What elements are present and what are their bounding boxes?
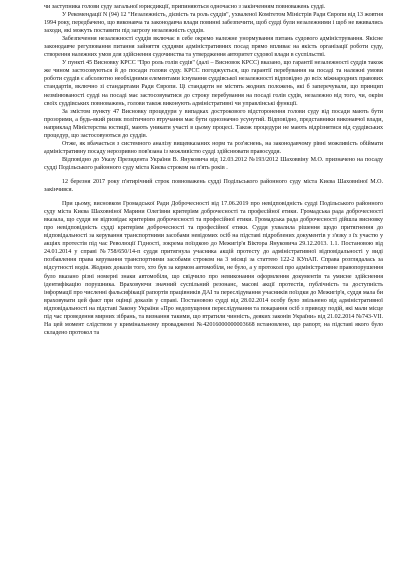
- paragraph-9: При цьому, висновком Громадської Ради Доброчесності від 17.06.2019 про невідповідність судді Подільського районного суду міста Києва Шаховніної Марини Олегівни критеріям доброчесності та професійної етики. Громадська рада доброчесності вказала, що суддя не відповідає критеріям доброчесності та професійної етики. Громадська рада доброчесності дійшла висновку про невідповідність судді критеріям доброчесності та професійної етики. Суддя ухвалила рішення щодо притягнення до відповідальності за керування транспортними засобами невідомих осіб на підставі підроблених документів у з'язку з їх участю у акціях протестів під час Революції Гідності, зокрема поїздкою до Межигір'я Віктора Януковича 29.12.2013. 1.1. Постановою від 24.01.2014 у справі №758/650/14-п суддя притягнула учасника акцій протесту до адміністративної відповідальності у виді позбавлення права керування транспортними засобами строком на 3 місяці за статтею 122-2 КУпАП. Справа розглядалась за відсутності водія. Жодних доказів того, хто був за кермом автомобіля, не було, а у протоколі про адміністративне правопорушення було вказано різні номерні знаки автомобіля, що свідчило про невиконання оформлення документів та умисне здійснення ідентифікацію порушника. Враховуючи значний суспільний резонанс, масові акції протестів, публічність та доступність інформації про численні фальсифікації рапортів працівників ДАІ та переслідування учасників поїздки до Межигір'я, суддя мала би враховувати цей факт при оцінці доказів у справі. Постановою судді від 28.02.2014 особу було звільнено від адміністративної відповідальності на підставі Закону України «Про недопущення переслідування та покарання осіб з приводу подій, які мали місце під час проведення мирних зібрань, та визнання такими, що втратили чинність, деяких законів України» від 21.02.2014 №743-VII. На цей момент слідством у кримінальному провадженні №42016000000003668 встановлено, що рапорт, на підставі якого було складено протокол та: [44, 201, 383, 336]
- paragraph-4: У пункті 45 Висновку КРСС "Про роль голів судів" (далі – Висновок КРСС) вказано, що гарантії незалежності суддів також же чином застосовуються й до посади голови суду. КРСС погоджується, що гарантії перебування на посаді та належні умови роботи суддів є абсолютно необхідними елементами існування суддівської незалежності відповідно до всіх міжнародних правових стандартів, включно зі стандартами Ради Європи. Ці стандарти не містять жодних положень, які б заперечували, що принцип незмінюваності судді на посаді має застосовуватися до строку перебування на посаді голів судів, незалежно від того, чи, окрім своїх суддівських повноважень, голови також виконують адміністративні чи управлінські функції.: [44, 60, 383, 107]
- paragraph-1: чи заступника голови суду загальної юрисдикції, припиняються одночасно з закінченням повноважень судді.: [44, 4, 326, 10]
- paragraph-7: Відповідно до Указу Президента України В. Януковича від 12.03.2012 №193/2012 Шаховвіну М.О. призначено на посаду судді Подільського районного суду міста Києва строком на п'ять років .: [44, 156, 383, 171]
- paragraph-5: За змістом пункту 47 Висновку процедури у випадках дострокового відсторонення голови суду від посади мають бути прозорими, а будь-який ризик політичного втручання має бути однозначно усунутий. Відповідно, представники виконавчої влади, наприклад Міністерства юстиції, мають уникати участі в цьому процесі. Також процедури не мають відрізнятися від суддівських процедур, що застосовуються до суддів.: [44, 108, 383, 139]
- paragraph-8: 12 березня 2017 року п'ятирічний строк повноважень судді Подільського районного суду міста Києва Шаховніної М.О. закінчився.: [44, 178, 383, 194]
- paragraph-3: Забезпечення незалежності суддів включає в себе окремо належне унормування питань судового адміністрування. Якісне законодавче регулювання питання зайняття суддями адміністративних посад прямо впливає на якість організації роботи суду, створення належних умов для здійснення судочинства та утвердження авторитет судової влади в суспільстві.: [44, 36, 383, 59]
- paragraph-6: Отже, як вбачається з системного аналізу вищевказаних норм та роз'яснень, на законодавчому рівні можливість обіймати адміністративну посаду нерозривно пов'язана із можливістю судді здійснювати правосуддя.: [44, 140, 383, 155]
- paragraph-2: У Рекомендації N (94) 12 "Незалежність, дієвість та роль суддів", ухваленої Комітетом Міністрів Ради Європи від 13 жовтня 1994 року, передбачено, що виконавча та законодавча влади повинні забезпечити, щоб судді були незалежними і щоб не вживались заходи, які можуть поставити під загрозу незалежність суддів.: [44, 12, 383, 35]
